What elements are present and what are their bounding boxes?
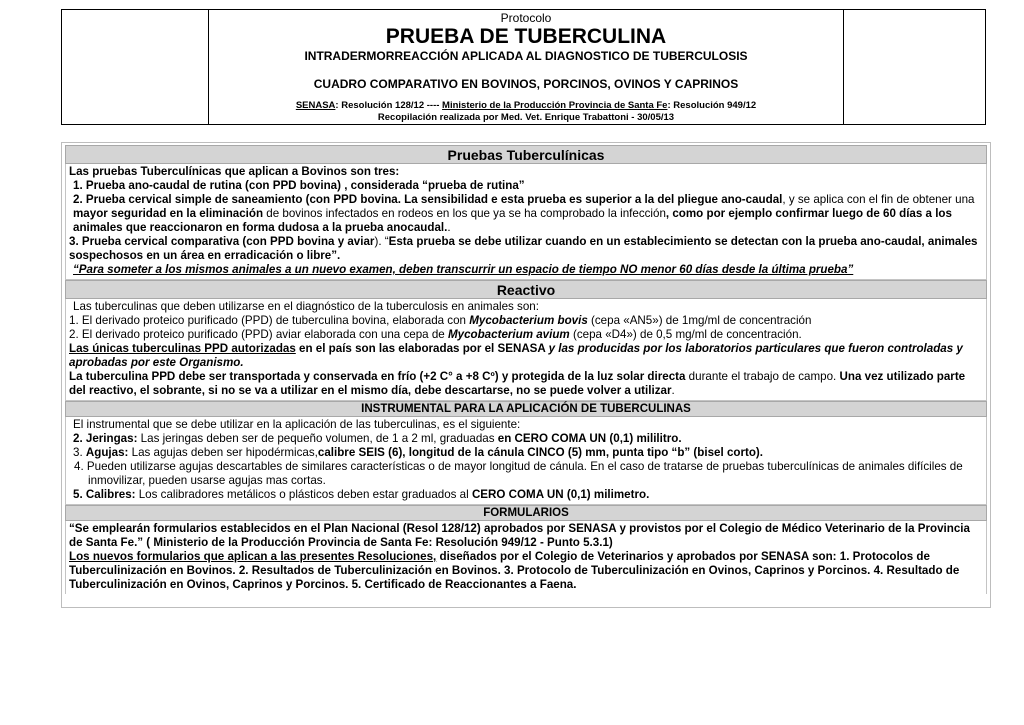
ref-res2: : Resolución 949/12 (667, 100, 757, 111)
reactivo-item-2-text2: (cepa «D4») de 0,5 mg/ml de concentración. (569, 328, 802, 341)
instrumental-item-2-label: Jeringas: (85, 432, 138, 445)
pruebas-item-2-text: , y se aplica con el fin de obtener una (782, 193, 975, 206)
comparison-title: CUADRO COMPARATIVO EN BOVINOS, PORCINOS, OVINOS Y CAPRINOS (313, 77, 739, 91)
pruebas-note-text: “Para someter a los mismos animales a un nuevo examen, deben transcurrir un espacio de tiempo NO menor 60 días desde la última prueba” (73, 263, 854, 276)
instrumental-item-2-text: Las jeringas deben ser de pequeño volumen, de 1 a 2 ml, graduadas (137, 432, 498, 445)
reactivo-transport (69, 370, 982, 398)
formularios-new-text: diseñados por el Colegio de Veterinarios y aprobados por SENASA son: 1. Protocolos de Tuberculinización en Bovinos. 2. Resultados de Tuberculinización en Bovinos. 3. Protocolo de Tuberculinización en Ovinos, Caprinos y Porcinos. 4. Resultado de Tuberculinización en Ovinos, Caprinos y Porcinos. 5. Certificado de Reaccionantes a Faena. (69, 550, 960, 591)
pruebas-item-2-bold: 2. Prueba cervical simple de saneamiento (con PPD bovina. La sensibilidad e esta prueba es superior a la del pliegue ano-caudal (73, 193, 783, 206)
page-subtitle: INTRADERMORREACCIÓN APLICADA AL DIAGNOSTICO DE TUBERCULOSIS (304, 49, 748, 63)
reference-line (209, 100, 843, 112)
reactivo-item-2-species: Mycobacterium avium (447, 328, 570, 341)
reactivo-transport-bold2: Una vez utilizado parte del reactivo, el sobrante, si no se va a utilizar en el mismo día, debe descartarse, no se puede volver a utilizar (69, 370, 966, 397)
instrumental-intro: El instrumental que se debe utilizar en la aplicación de las tuberculinas, es el siguiente: (73, 418, 521, 431)
reactivo-item-2-text: 2. El derivado proteico purificado (PPD) aviar elaborada con una cepa de (69, 328, 448, 341)
reactivo-item-1-text: 1. El derivado proteico purificado (PPD) de tuberculina bovina, elaborada con (69, 314, 470, 327)
instrumental-item-3-label: Agujas: (85, 446, 129, 459)
section-heading-formularios: FORMULARIOS (65, 505, 987, 521)
instrumental-item-2-num: 2. (73, 432, 86, 445)
reactivo-transport-text2: . (671, 384, 675, 397)
instrumental-item-5-num: 5. (73, 488, 86, 501)
pruebas-item-1: 1. Prueba ano-caudal de rutina (con PPD bovina) , considerada “prueba de rutina” (73, 179, 525, 192)
reactivo-intro: Las tuberculinas que deben utilizarse en el diagnóstico de la tuberculosis en animales son: (73, 300, 539, 313)
formularios-new (69, 550, 982, 592)
instrumental-item-2 (69, 432, 982, 446)
section-heading-instrumental: INSTRUMENTAL PARA LA APLICACIÓN DE TUBERCULINAS (65, 401, 987, 417)
instrumental-item-3-num: 3. (73, 446, 86, 459)
pruebas-intro: Las pruebas Tuberculínicas que aplican a Bovinos son tres: (69, 165, 400, 178)
header-center-cell (209, 10, 843, 124)
pruebas-item-2 (69, 193, 982, 235)
protocol-label: Protocolo (500, 11, 552, 25)
pruebas-note (69, 263, 982, 277)
pruebas-item-3-text: ). “ (374, 235, 389, 248)
section-body-instrumental (65, 417, 987, 505)
pruebas-item-2-bold3: , como por ejemplo confirmar luego de 60 días a los animales que reaccionaron en forma dudosa a la prueba anocaudal. (73, 207, 952, 234)
section-heading-reactivo: Reactivo (65, 280, 987, 299)
instrumental-item-5-bold: CERO COMA UN (0,1) milimetro. (471, 488, 650, 501)
document-header (61, 9, 986, 125)
section-body-pruebas (65, 164, 987, 280)
instrumental-item-3-text: Las agujas deben ser hipodérmicas, (128, 446, 318, 459)
compiled-by: Recopilación realizada por Med. Vet. Enrique Trabattoni - 30/05/13 (377, 112, 675, 123)
instrumental-item-3-bold: calibre SEIS (6), longitud de la cánula CINCO (5) mm, punta tipo “b” (bisel corto). (317, 446, 764, 459)
ref-ministry: Ministerio de la Producción Provincia de Santa Fe (442, 100, 668, 111)
instrumental-item-4: 4. Pueden utilizarse agujas descartables de similares características o de mayor longitud de cánula. En el caso de tratarse de pruebas tuberculínicas de animales difíciles de inmovilizar, pueden usarse agujas mas cortas. (74, 460, 963, 487)
reactivo-authorized-italic: y las producidas por los laboratorios particulares que fueron controladas y aprobadas por este Organismo. (69, 342, 963, 369)
instrumental-item-5-label: Calibres: (85, 488, 136, 501)
header-right-cell (843, 10, 985, 124)
instrumental-item-2-bold: en CERO COMA UN (0,1) mililitro. (497, 432, 682, 445)
reactivo-authorized-underlined: Las únicas tuberculinas PPD autorizadas (69, 342, 296, 355)
header-left-cell (62, 10, 209, 124)
instrumental-item-3 (69, 446, 982, 460)
pruebas-item-2-bold2: mayor seguridad en la eliminación (73, 207, 264, 220)
reactivo-item-2 (69, 328, 982, 342)
reactivo-authorized-text: en el país son las elaboradas por el SENASA (295, 342, 549, 355)
ref-res1: : Resolución 128/12 ---- (335, 100, 443, 111)
ref-senasa: SENASA (295, 100, 336, 111)
formularios-new-underlined: Los nuevos formularios que aplican a las presentes Resoluciones, (69, 550, 437, 563)
pruebas-item-3-bold: 3. Prueba cervical comparativa (con PPD bovina y aviar (69, 235, 375, 248)
pruebas-item-3 (69, 235, 982, 263)
reactivo-transport-bold: La tuberculina PPD debe ser transportada y conservada en frío (+2 C° a +8 Cº) y protegida de la luz solar directa (69, 370, 686, 383)
reactivo-item-1 (69, 314, 982, 328)
formularios-quote: “Se emplearán formularios establecidos en el Plan Nacional (Resol 128/12) aprobados por SENASA y provistos por el Colegio de Médico Veterinario de la Provincia de Santa Fe.” ( Ministerio de la Producción Provincia de Santa Fe: Resolución 949/12 - Punto 5.3.1) (69, 522, 970, 549)
content-table (61, 142, 991, 608)
reactivo-item-1-text2: (cepa «AN5») de 1mg/ml de concentración (587, 314, 812, 327)
section-body-reactivo (65, 299, 987, 401)
reactivo-authorized (69, 342, 982, 370)
pruebas-item-3-bold2: Esta prueba se debe utilizar cuando en un establecimiento se detectan con la prueba ano-caudal, animales sospechosos en un área en erradicación o libre”. (69, 235, 978, 262)
instrumental-item-5 (69, 488, 982, 502)
pruebas-item-2-text2: de bovinos infectados en rodeos en los que ya se ha comprobado la infección (263, 207, 666, 220)
reactivo-transport-text: durante el trabajo de campo. (685, 370, 840, 383)
section-body-formularios (65, 521, 987, 594)
page-title: PRUEBA DE TUBERCULINA (385, 25, 667, 48)
instrumental-item-5-text: Los calibradores metálicos o plásticos deben estar graduados al (135, 488, 472, 501)
pruebas-item-2-text3: . (447, 221, 451, 234)
section-heading-pruebas: Pruebas Tuberculínicas (65, 145, 987, 164)
reactivo-item-1-species: Mycobacterium bovis (469, 314, 588, 327)
